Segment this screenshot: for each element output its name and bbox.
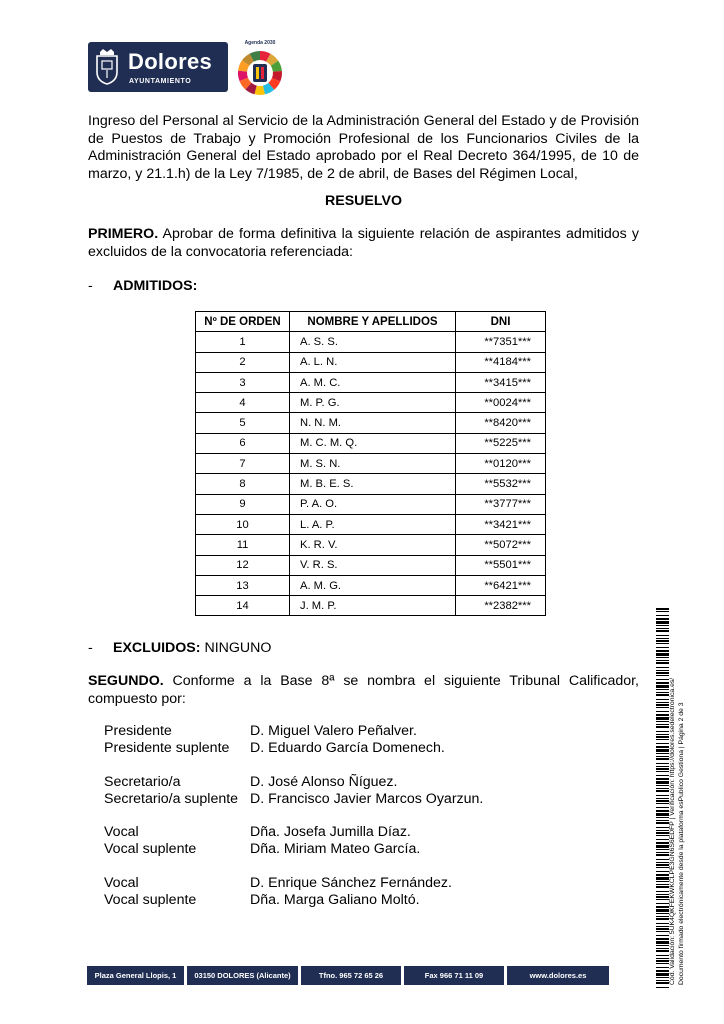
- dni-cell: **5532***: [456, 474, 546, 494]
- nombre-cell: A. L. N.: [290, 352, 456, 372]
- primero-paragraph: [88, 226, 639, 261]
- table-row: [196, 575, 546, 595]
- barcode-bar: [656, 647, 669, 648]
- orden-cell: 7: [196, 454, 290, 474]
- verification-text: [668, 655, 686, 985]
- table-row: [196, 535, 546, 555]
- dni-cell: **3777***: [456, 494, 546, 514]
- orden-cell: 10: [196, 514, 290, 534]
- admitidos-dash: -: [88, 278, 93, 294]
- orden-cell: 11: [196, 535, 290, 555]
- segundo-label: SEGUNDO.: [88, 673, 164, 689]
- orden-cell: 5: [196, 413, 290, 433]
- dni-cell: **4184***: [456, 352, 546, 372]
- barcode-bar: [656, 638, 669, 639]
- nombre-cell: M. S. N.: [290, 454, 456, 474]
- table-row: [196, 393, 546, 413]
- table-row: [196, 433, 546, 453]
- tribunal-name: D. Eduardo García Domenech.: [250, 740, 445, 756]
- logo-name: Dolores: [128, 49, 213, 74]
- table-row: [196, 494, 546, 514]
- verification-line-1: Cód. Validación: 5UK4QKFEKWKCLPE3GN6S6EDFP | Verificación: https://dolores.sedelectronica.es/: [669, 677, 676, 985]
- orden-cell: 6: [196, 433, 290, 453]
- barcode-bar: [656, 608, 669, 610]
- barcode-bar: [656, 650, 669, 652]
- table-row: [196, 413, 546, 433]
- dni-cell: **0120***: [456, 454, 546, 474]
- tribunal-name: Dña. Miriam Mateo García.: [250, 841, 421, 857]
- dni-cell: **2382***: [456, 596, 546, 616]
- tribunal-role: Secretario/a suplente: [104, 791, 239, 807]
- nombre-cell: M. C. M. Q.: [290, 433, 456, 453]
- footer-website: www.dolores.es: [507, 966, 609, 985]
- barcode-bar: [656, 987, 669, 988]
- tribunal-name: D. Miguel Valero Peñalver.: [250, 723, 417, 739]
- orden-cell: 14: [196, 596, 290, 616]
- coat-of-arms-icon: [94, 48, 120, 86]
- excluidos-dash: -: [88, 640, 93, 656]
- nombre-cell: M. P. G.: [290, 393, 456, 413]
- table-row: [196, 332, 546, 352]
- orden-cell: 9: [196, 494, 290, 514]
- tribunal-name: Dña. Marga Galiano Moltó.: [250, 892, 420, 908]
- primero-label: PRIMERO.: [88, 226, 159, 242]
- nombre-cell: L. A. P.: [290, 514, 456, 534]
- column-header-nombre: NOMBRE Y APELLIDOS: [290, 312, 456, 332]
- barcode-bar: [656, 621, 669, 624]
- footer-bar: [87, 966, 609, 985]
- admitidos-heading: [88, 278, 198, 294]
- barcode-bar: [656, 625, 669, 626]
- sdg-wheel-icon: [231, 40, 289, 98]
- agenda-2030-logo: [231, 40, 289, 98]
- admitidos-label: ADMITIDOS:: [113, 278, 198, 294]
- footer-phone: Tfno. 965 72 65 26: [301, 966, 401, 985]
- column-header-orden: Nº DE ORDEN: [196, 312, 290, 332]
- tribunal-role: Presidente: [104, 723, 172, 739]
- orden-cell: 13: [196, 575, 290, 595]
- tribunal-role: Presidente suplente: [104, 740, 230, 756]
- barcode-bar: [656, 635, 669, 636]
- column-header-dni: DNI: [456, 312, 546, 332]
- dolores-logo: [88, 42, 228, 92]
- table-row: [196, 514, 546, 534]
- excluidos-line: [88, 640, 272, 656]
- orden-cell: 12: [196, 555, 290, 575]
- nombre-cell: K. R. V.: [290, 535, 456, 555]
- barcode-bar: [656, 643, 669, 644]
- nombre-cell: P. A. O.: [290, 494, 456, 514]
- barcode-bar: [656, 615, 669, 616]
- barcode-bar: [656, 628, 669, 629]
- table-row: [196, 555, 546, 575]
- dni-cell: **5501***: [456, 555, 546, 575]
- tribunal-name: D. José Alonso Ñíguez.: [250, 774, 398, 790]
- tribunal-name: Dña. Josefa Jumilla Díaz.: [250, 824, 411, 840]
- nombre-cell: N. N. M.: [290, 413, 456, 433]
- footer-city: 03150 DOLORES (Alicante): [187, 966, 298, 985]
- dni-cell: **0024***: [456, 393, 546, 413]
- orden-cell: 8: [196, 474, 290, 494]
- table-header-row: [196, 312, 546, 332]
- dni-cell: **3415***: [456, 372, 546, 392]
- dni-cell: **7351***: [456, 332, 546, 352]
- table-row: [196, 596, 546, 616]
- tribunal-role: Vocal: [104, 875, 139, 891]
- segundo-paragraph: [88, 673, 639, 708]
- barcode-bar: [656, 611, 669, 612]
- dni-cell: **3421***: [456, 514, 546, 534]
- dni-cell: **5072***: [456, 535, 546, 555]
- nombre-cell: A. M. C.: [290, 372, 456, 392]
- resuelvo-heading: RESUELVO: [325, 193, 402, 209]
- table-row: [196, 454, 546, 474]
- tribunal-role: Vocal suplente: [104, 892, 197, 908]
- orden-cell: 3: [196, 372, 290, 392]
- primero-text: Aprobar de forma definitiva la siguiente relación de aspirantes admitidos y excluidos de la convocatoria referenciada:: [88, 226, 639, 260]
- nombre-cell: A. S. S.: [290, 332, 456, 352]
- dni-cell: **6421***: [456, 575, 546, 595]
- nombre-cell: A. M. G.: [290, 575, 456, 595]
- excluidos-value: NINGUNO: [200, 640, 272, 656]
- admitidos-table: [195, 311, 546, 616]
- footer-fax: Fax 966 71 11 09: [404, 966, 504, 985]
- nombre-cell: V. R. S.: [290, 555, 456, 575]
- table-row: [196, 474, 546, 494]
- table-row: [196, 372, 546, 392]
- orden-cell: 2: [196, 352, 290, 372]
- agenda-label: Agenda 2030: [244, 40, 276, 46]
- tribunal-role: Vocal: [104, 824, 139, 840]
- table-row: [196, 352, 546, 372]
- tribunal-role: Vocal suplente: [104, 841, 197, 857]
- orden-cell: 4: [196, 393, 290, 413]
- barcode-bar: [656, 618, 669, 620]
- intro-paragraph: Ingreso del Personal al Servicio de la Administración General del Estado y de Provisión de Puestos de Trabajo y Promoción Profesional de los Funcionarios Civiles de la Administración General del Estado aprobado por el Real Decreto 364/1995, de 10 de marzo, y 21.1.h) de la Ley 7/1985, de 2 de abril, de Bases del Régimen Local,: [88, 113, 639, 182]
- logo-subtitle: AYUNTAMIENTO: [129, 78, 192, 85]
- tribunal-name: D. Enrique Sánchez Fernández.: [250, 875, 452, 891]
- nombre-cell: J. M. P.: [290, 596, 456, 616]
- tribunal-name: D. Francisco Javier Marcos Oyarzun.: [250, 791, 484, 807]
- footer-address: Plaza General Llopis, 1: [87, 966, 184, 985]
- barcode-bar: [656, 640, 669, 642]
- dni-cell: **8420***: [456, 413, 546, 433]
- nombre-cell: M. B. E. S.: [290, 474, 456, 494]
- verification-line-2: Documento firmado electrónicamente desde la plataforma esPublico Gestiona | Página 2 de 3: [678, 702, 685, 985]
- segundo-text: Conforme a la Base 8ª se nombra el siguiente Tribunal Calificador, compuesto por:: [88, 673, 639, 707]
- barcode-bar: [656, 630, 669, 632]
- excluidos-label: EXCLUIDOS:: [113, 640, 201, 656]
- orden-cell: 1: [196, 332, 290, 352]
- tribunal-role: Secretario/a: [104, 774, 181, 790]
- dni-cell: **5225***: [456, 433, 546, 453]
